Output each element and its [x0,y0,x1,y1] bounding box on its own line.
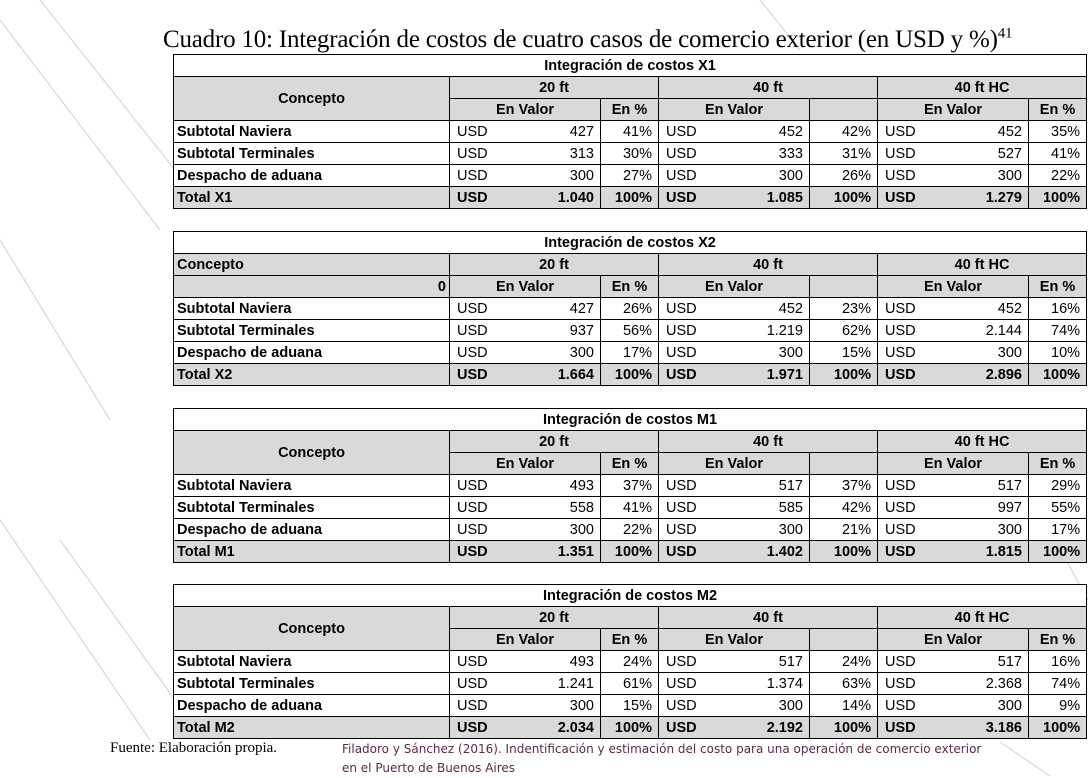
zero-cell: 0 [174,276,450,298]
citation [342,740,1062,778]
citation-line-1: Filadoro y Sánchez (2016). Indentificación y estimación del costo para una operación de comercio exterior [342,742,982,756]
currency-cell: USD [878,298,960,320]
table-title-row [174,409,1087,431]
container-header: 40 ft [659,77,878,99]
percent-cell: 41% [1029,143,1087,165]
row-label: Subtotal Naviera [174,298,450,320]
percent-cell: 26% [810,165,878,187]
currency-cell: USD [450,320,532,342]
percent-cell: 15% [601,695,659,717]
table-row [174,342,1087,364]
table-row [174,165,1087,187]
percent-header: En % [601,99,659,121]
row-label: Subtotal Naviera [174,475,450,497]
row-label: Subtotal Naviera [174,121,450,143]
concept-header: Concepto [174,607,450,651]
currency-cell: USD [878,320,960,342]
percent-cell: 24% [810,651,878,673]
currency-cell: USD [450,497,532,519]
total-label: Total M1 [174,541,450,563]
value-cell: 300 [741,695,810,717]
concept-header: Concepto [174,431,450,475]
total-percent-cell: 100% [810,717,878,739]
currency-cell: USD [878,342,960,364]
table-title-row [174,585,1087,607]
value-header: En Valor [659,99,810,121]
value-cell: 493 [532,651,601,673]
container-header: 20 ft [450,77,659,99]
currency-cell: USD [659,651,741,673]
value-cell: 1.219 [741,320,810,342]
value-cell: 313 [532,143,601,165]
total-percent-cell: 100% [810,364,878,386]
percent-cell: 56% [601,320,659,342]
header-row-containers [174,254,1087,276]
currency-cell: USD [659,165,741,187]
percent-cell: 26% [601,298,659,320]
percent-cell: 62% [810,320,878,342]
table-caption [163,26,1012,54]
header-row-containers [174,607,1087,629]
value-header: En Valor [878,629,1029,651]
value-header: En Valor [878,99,1029,121]
currency-cell: USD [659,342,741,364]
container-header: 40 ft HC [878,607,1087,629]
value-cell: 517 [960,475,1029,497]
percent-cell: 24% [601,651,659,673]
total-percent-cell: 100% [1029,541,1087,563]
value-header: En Valor [450,453,601,475]
currency-cell: USD [450,695,532,717]
percent-header: En % [1029,453,1087,475]
currency-cell: USD [878,475,960,497]
value-cell: 300 [741,165,810,187]
total-percent-cell: 100% [601,364,659,386]
table-row [174,695,1087,717]
percent-cell: 17% [601,342,659,364]
value-cell: 427 [532,298,601,320]
total-row [174,717,1087,739]
currency-cell: USD [659,497,741,519]
row-label: Subtotal Terminales [174,320,450,342]
value-header: En Valor [659,629,810,651]
currency-cell: USD [878,165,960,187]
total-value-cell: 2.192 [741,717,810,739]
table-title: Integración de costos M1 [174,409,1087,431]
row-label: Despacho de aduana [174,695,450,717]
currency-cell: USD [450,143,532,165]
percent-header: En % [1029,99,1087,121]
value-cell: 452 [960,298,1029,320]
currency-cell: USD [450,541,532,563]
percent-cell: 41% [601,121,659,143]
currency-cell: USD [878,541,960,563]
total-value-cell: 1.664 [532,364,601,386]
value-cell: 333 [741,143,810,165]
total-label: Total X1 [174,187,450,209]
total-percent-cell: 100% [1029,364,1087,386]
currency-cell: USD [659,143,741,165]
value-cell: 1.374 [741,673,810,695]
concept-header: Concepto [174,77,450,121]
value-cell: 997 [960,497,1029,519]
table-row [174,143,1087,165]
percent-cell: 22% [601,519,659,541]
currency-cell: USD [878,121,960,143]
percent-cell: 74% [1029,673,1087,695]
table-title-row [174,232,1087,254]
currency-cell: USD [450,298,532,320]
value-cell: 300 [960,695,1029,717]
row-label: Subtotal Terminales [174,673,450,695]
table-row [174,298,1087,320]
table-title: Integración de costos X1 [174,55,1087,77]
value-header: En Valor [450,276,601,298]
percent-cell: 37% [601,475,659,497]
value-cell: 585 [741,497,810,519]
percent-header: En % [1029,276,1087,298]
caption-text: Cuadro 10: Integración de costos de cuatro casos de comercio exterior (en USD y %) [163,26,998,53]
percent-cell: 37% [810,475,878,497]
currency-cell: USD [878,651,960,673]
percent-cell: 15% [810,342,878,364]
table-row [174,497,1087,519]
percent-header [810,99,878,121]
value-cell: 427 [532,121,601,143]
percent-header: En % [601,453,659,475]
table-row [174,121,1087,143]
currency-cell: USD [450,717,532,739]
currency-cell: USD [659,475,741,497]
row-label: Despacho de aduana [174,342,450,364]
value-cell: 300 [960,165,1029,187]
container-header: 40 ft HC [878,431,1087,453]
table-row [174,475,1087,497]
total-value-cell: 1.971 [741,364,810,386]
container-header: 20 ft [450,254,659,276]
percent-cell: 29% [1029,475,1087,497]
value-header: En Valor [878,276,1029,298]
percent-cell: 16% [1029,298,1087,320]
total-percent-cell: 100% [810,541,878,563]
source-note: Fuente: Elaboración propia. [110,740,278,756]
percent-cell: 74% [1029,320,1087,342]
value-cell: 937 [532,320,601,342]
total-value-cell: 1.040 [532,187,601,209]
percent-header [810,453,878,475]
currency-cell: USD [450,165,532,187]
percent-cell: 10% [1029,342,1087,364]
currency-cell: USD [878,695,960,717]
header-row-metrics [174,276,1087,298]
total-percent-cell: 100% [1029,717,1087,739]
total-percent-cell: 100% [601,187,659,209]
percent-cell: 42% [810,121,878,143]
value-cell: 300 [741,342,810,364]
value-cell: 300 [532,342,601,364]
total-percent-cell: 100% [601,541,659,563]
currency-cell: USD [450,342,532,364]
percent-cell: 35% [1029,121,1087,143]
currency-cell: USD [659,717,741,739]
citation-line-2: en el Puerto de Buenos Aires [342,761,516,775]
value-cell: 517 [960,651,1029,673]
currency-cell: USD [659,320,741,342]
container-header: 40 ft [659,431,878,453]
total-value-cell: 1.279 [960,187,1029,209]
table-row [174,651,1087,673]
currency-cell: USD [450,651,532,673]
percent-header [810,276,878,298]
value-cell: 517 [741,651,810,673]
percent-cell: 21% [810,519,878,541]
currency-cell: USD [450,187,532,209]
table-title: Integración de costos M2 [174,585,1087,607]
percent-cell: 30% [601,143,659,165]
currency-cell: USD [450,475,532,497]
value-cell: 300 [741,519,810,541]
container-header: 20 ft [450,431,659,453]
total-percent-cell: 100% [810,187,878,209]
percent-cell: 9% [1029,695,1087,717]
value-header: En Valor [659,453,810,475]
container-header: 40 ft [659,607,878,629]
cost-table [173,54,1087,209]
value-header: En Valor [450,99,601,121]
percent-header: En % [601,629,659,651]
currency-cell: USD [659,121,741,143]
currency-cell: USD [878,497,960,519]
percent-cell: 17% [1029,519,1087,541]
table-title: Integración de costos X2 [174,232,1087,254]
row-label: Subtotal Terminales [174,497,450,519]
value-cell: 493 [532,475,601,497]
percent-header [810,629,878,651]
value-cell: 1.241 [532,673,601,695]
container-header: 40 ft HC [878,254,1087,276]
currency-cell: USD [878,187,960,209]
currency-cell: USD [659,364,741,386]
container-header: 40 ft HC [878,77,1087,99]
container-header: 40 ft [659,254,878,276]
currency-cell: USD [659,541,741,563]
row-label: Despacho de aduana [174,165,450,187]
currency-cell: USD [450,673,532,695]
total-value-cell: 1.351 [532,541,601,563]
value-cell: 2.144 [960,320,1029,342]
currency-cell: USD [878,519,960,541]
total-value-cell: 2.034 [532,717,601,739]
value-cell: 300 [532,519,601,541]
percent-cell: 22% [1029,165,1087,187]
percent-cell: 42% [810,497,878,519]
table-row [174,320,1087,342]
percent-cell: 31% [810,143,878,165]
total-row [174,187,1087,209]
percent-cell: 55% [1029,497,1087,519]
percent-cell: 14% [810,695,878,717]
currency-cell: USD [878,717,960,739]
currency-cell: USD [878,364,960,386]
value-cell: 517 [741,475,810,497]
currency-cell: USD [878,673,960,695]
percent-header: En % [601,276,659,298]
value-cell: 300 [960,519,1029,541]
total-percent-cell: 100% [601,717,659,739]
value-cell: 300 [960,342,1029,364]
value-cell: 452 [960,121,1029,143]
row-label: Despacho de aduana [174,519,450,541]
total-value-cell: 2.896 [960,364,1029,386]
total-value-cell: 1.815 [960,541,1029,563]
table-row [174,519,1087,541]
cost-table [173,408,1087,563]
currency-cell: USD [659,519,741,541]
percent-cell: 16% [1029,651,1087,673]
container-header: 20 ft [450,607,659,629]
total-label: Total X2 [174,364,450,386]
value-cell: 452 [741,298,810,320]
table-title-row [174,55,1087,77]
total-row [174,364,1087,386]
total-value-cell: 1.085 [741,187,810,209]
percent-cell: 27% [601,165,659,187]
cost-table [173,584,1087,739]
row-label: Subtotal Terminales [174,143,450,165]
percent-header: En % [1029,629,1087,651]
percent-cell: 41% [601,497,659,519]
header-row-containers [174,431,1087,453]
currency-cell: USD [450,364,532,386]
header-row-containers [174,77,1087,99]
total-value-cell: 3.186 [960,717,1029,739]
concept-header: Concepto [174,254,450,276]
currency-cell: USD [659,695,741,717]
currency-cell: USD [659,298,741,320]
total-value-cell: 1.402 [741,541,810,563]
value-header: En Valor [450,629,601,651]
currency-cell: USD [450,121,532,143]
currency-cell: USD [659,673,741,695]
value-cell: 300 [532,165,601,187]
total-percent-cell: 100% [1029,187,1087,209]
value-cell: 452 [741,121,810,143]
value-header: En Valor [878,453,1029,475]
value-cell: 300 [532,695,601,717]
cost-table [173,231,1087,386]
total-row [174,541,1087,563]
value-header: En Valor [659,276,810,298]
row-label: Subtotal Naviera [174,651,450,673]
value-cell: 2.368 [960,673,1029,695]
percent-cell: 63% [810,673,878,695]
footnote-ref: 41 [997,25,1013,42]
total-label: Total M2 [174,717,450,739]
currency-cell: USD [659,187,741,209]
currency-cell: USD [450,519,532,541]
value-cell: 558 [532,497,601,519]
table-row [174,673,1087,695]
percent-cell: 61% [601,673,659,695]
currency-cell: USD [878,143,960,165]
value-cell: 527 [960,143,1029,165]
percent-cell: 23% [810,298,878,320]
